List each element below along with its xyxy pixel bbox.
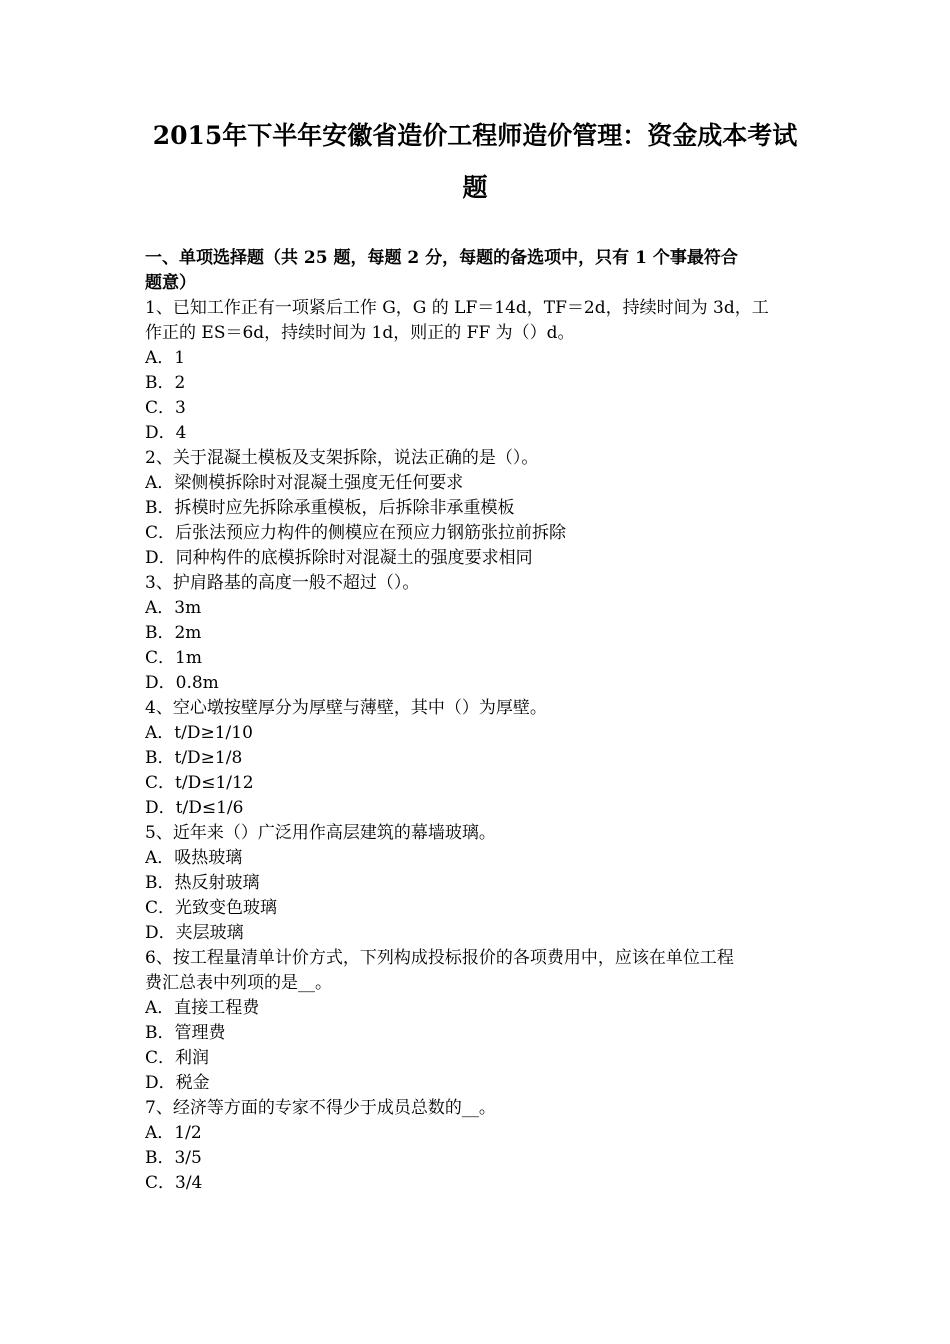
question-text: 费汇总表中列项的是__。 xyxy=(145,973,332,993)
question-text: 3、护肩路基的高度一般不超过（）。 xyxy=(145,573,420,593)
option-item: A．直接工程费 xyxy=(145,998,260,1018)
option-item: A．t/D≥1/10 xyxy=(145,723,253,743)
question-text: 5、近年来（）广泛用作高层建筑的幕墙玻璃。 xyxy=(145,823,496,843)
option-item: A．3m xyxy=(145,598,202,618)
section-heading-line: 一、单项选择题（共 25 题，每题 2 分，每题的备选项中，只有 1 个事最符合 xyxy=(145,248,738,268)
option-item: A．1 xyxy=(145,348,186,368)
option-item: D．t/D≤1/6 xyxy=(145,798,244,818)
section-heading-line: 题意） xyxy=(145,273,196,293)
section-heading xyxy=(145,246,815,296)
document-title: 2015年下半年安徽省造价工程师造价管理：资金成本考试 xyxy=(152,121,798,150)
option-item: A．梁侧模拆除时对混凝土强度无任何要求 xyxy=(145,473,464,493)
option-item: C．利润 xyxy=(145,1048,210,1068)
option-item: B．t/D≥1/8 xyxy=(145,748,243,768)
option-item: B．2 xyxy=(145,373,186,393)
option-item: D．税金 xyxy=(145,1073,210,1093)
question-text: 6、按工程量清单计价方式，下列构成投标报价的各项费用中，应该在单位工程 xyxy=(145,948,734,968)
option-item: B．3/5 xyxy=(145,1148,202,1168)
option-item: C．光致变色玻璃 xyxy=(145,898,278,918)
question-text: 1、已知工作正有一项紧后工作 G，G 的 LF＝14d，TF＝2d，持续时间为 3d，工 xyxy=(145,298,769,318)
option-item: C．1m xyxy=(145,648,202,668)
question-text: 7、经济等方面的专家不得少于成员总数的__。 xyxy=(145,1098,496,1118)
option-item: C．后张法预应力构件的侧模应在预应力钢筋张拉前拆除 xyxy=(145,523,567,543)
option-item: C．t/D≤1/12 xyxy=(145,773,254,793)
option-item: C．3/4 xyxy=(145,1173,203,1193)
question-text: 2、关于混凝土模板及支架拆除，说法正确的是（）。 xyxy=(145,448,539,468)
option-item: D．夹层玻璃 xyxy=(145,923,244,943)
question-text: 4、空心墩按壁厚分为厚壁与薄壁，其中（）为厚壁。 xyxy=(145,698,547,718)
option-item: D．0.8m xyxy=(145,673,219,693)
option-item: B．热反射玻璃 xyxy=(145,873,260,893)
option-item: A．吸热玻璃 xyxy=(145,848,243,868)
option-item: B．管理费 xyxy=(145,1023,226,1043)
option-item: A．1/2 xyxy=(145,1123,202,1143)
question-list xyxy=(145,296,815,1196)
option-item: B．拆模时应先拆除承重模板，后拆除非承重模板 xyxy=(145,498,515,518)
option-item: D．同种构件的底模拆除时对混凝土的强度要求相同 xyxy=(145,548,533,568)
document-title-continued: 题 xyxy=(462,173,488,202)
option-item: D．4 xyxy=(145,423,187,443)
question-text: 作正的 ES＝6d，持续时间为 1d，则正的 FF 为（）d。 xyxy=(145,323,575,343)
option-item: B．2m xyxy=(145,623,202,643)
option-item: C．3 xyxy=(145,398,186,418)
